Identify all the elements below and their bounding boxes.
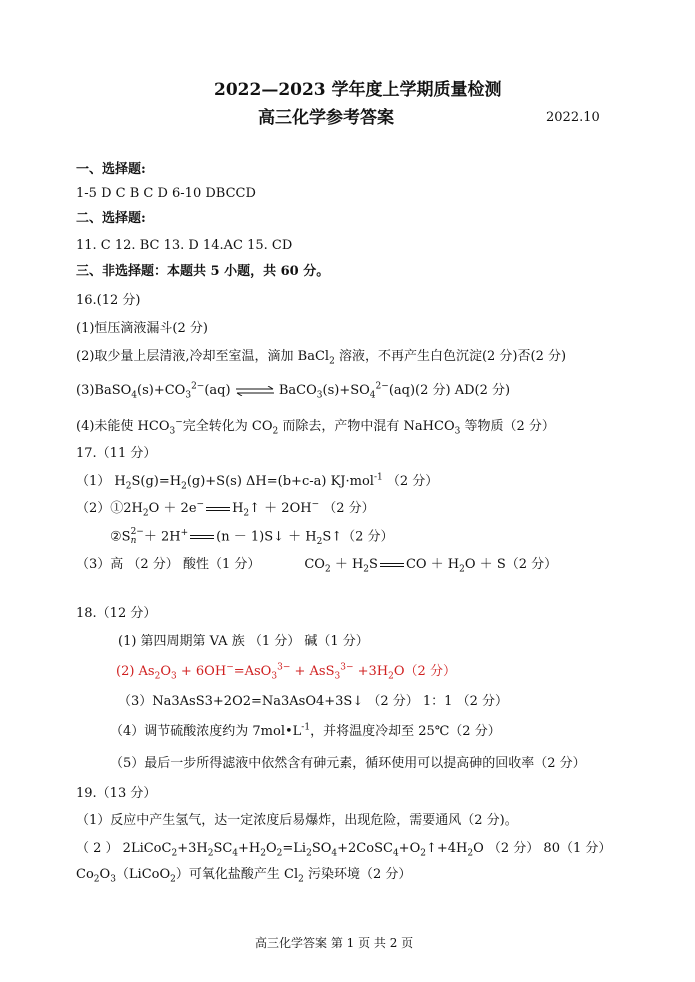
q19-answer-1: （1）反应中产生氢气，达一定浓度后易爆炸，出现危险，需要通风（2 分)。 xyxy=(76,813,518,828)
q17-answer-1: （1） $H_2S(g)=H_2(g)+S(s)$ ΔH=(b+c-a) KJ·mol$^{-1}$ （2 分） xyxy=(76,472,439,492)
q16-answer-2: (2)取少量上层清液,冷却至室温，滴加 BaCl$_2$ 溶液，不再产生白色沉淀(2 分)否(2 分) xyxy=(76,349,567,367)
page-subtitle: 高三化学参考答案 xyxy=(258,108,394,128)
section-heading-1: 一、选择题: xyxy=(76,162,146,177)
q17-answer-3: （3）高 （2 分） 酸性（1 分） $CO_2 + H_2S$ CO ＋ $H_2O + S(2$ 分） xyxy=(76,557,558,575)
choice-answers-1: 1-5 D C B C D 6-10 DBCCD xyxy=(76,186,256,201)
section-heading-3: 三、非选择题：本题共 5 小题，共 60 分。 xyxy=(76,264,330,279)
equilibrium-arrow-icon xyxy=(235,386,275,396)
page-footer: 高三化学答案 第 1 页 共 2 页 xyxy=(255,936,414,950)
q18-answer-3: （3）Na3AsS3+2O2=Na3AsO4+3S↓ （2 分） 1：1 （2 分） xyxy=(118,694,508,709)
q16-answer-3: $(3)BaSO_4(s)+CO_3^{2-}(aq)$ $BaCO_3(s)+SO_4^{2-}(aq)(2$ 分) AD(2 分) xyxy=(76,381,511,401)
page-title: 2022—2023 学年度上学期质量检测 xyxy=(214,80,502,100)
q16-heading: 16.(12 分) xyxy=(76,293,141,308)
q17-heading: 17.（11 分） xyxy=(76,446,157,461)
equals-sign-icon xyxy=(190,535,214,539)
date: 2022.10 xyxy=(546,110,600,125)
q19-answer-3: $Co_2O_3(LiCoO_2)$可氧化盐酸产生 $Cl_2$ 污染环境（2 分） xyxy=(76,867,412,885)
q18-answer-2: (2) $As_2O_3 + 6OH^-=AsO_3^{3-} + AsS_3^{3-} +3H_2O(2$ 分） xyxy=(116,662,456,682)
q19-answer-2: （ 2 ） $2LiCoC_2+3H_2SC_4+H_2O_2=Li_2SO_4+2CoSC_4+O_2↑+4H_2O$ （2 分） 80（1 分） xyxy=(76,841,612,859)
choice-answers-2: 11. C 12. BC 13. D 14.AC 15. CD xyxy=(76,238,293,253)
q17-answer-2: $(2)①2H_2O + 2e^-$ $H_2↑ + 2OH^-$ （2 分） xyxy=(76,499,375,519)
q16-answer-1: (1)恒压滴液漏斗(2 分) xyxy=(76,321,208,336)
q18-answer-5: （5）最后一步所得滤液中依然含有砷元素，循环使用可以提高砷的回收率（2 分） xyxy=(110,756,586,771)
q16-answer-4: (4)未能使 $HCO_3^-$完全转化为 $CO_2$ 而除去，产物中混有 NaHCO$_3$ 等物质（2 分） xyxy=(76,417,555,437)
equals-sign-icon xyxy=(380,563,404,567)
q18-answer-1: (1) 第四周期第 VA 族 （1 分） 碱（1 分） xyxy=(118,634,369,649)
q17-answer-2b: ②S 2− n ＋ 2H+ (n － 1)S↓ ＋ $H_2S↑(2$ 分） xyxy=(110,527,394,548)
equals-sign-icon xyxy=(206,507,230,511)
q19-heading: 19.（13 分） xyxy=(76,786,157,801)
q18-heading: 18.（12 分） xyxy=(76,606,157,621)
q18-answer-4: （4）调节硫酸浓度约为 $7mol•L^{-1}$，并将温度冷却至 25℃（2 分） xyxy=(110,722,501,739)
section-heading-2: 二、选择题: xyxy=(76,211,146,226)
